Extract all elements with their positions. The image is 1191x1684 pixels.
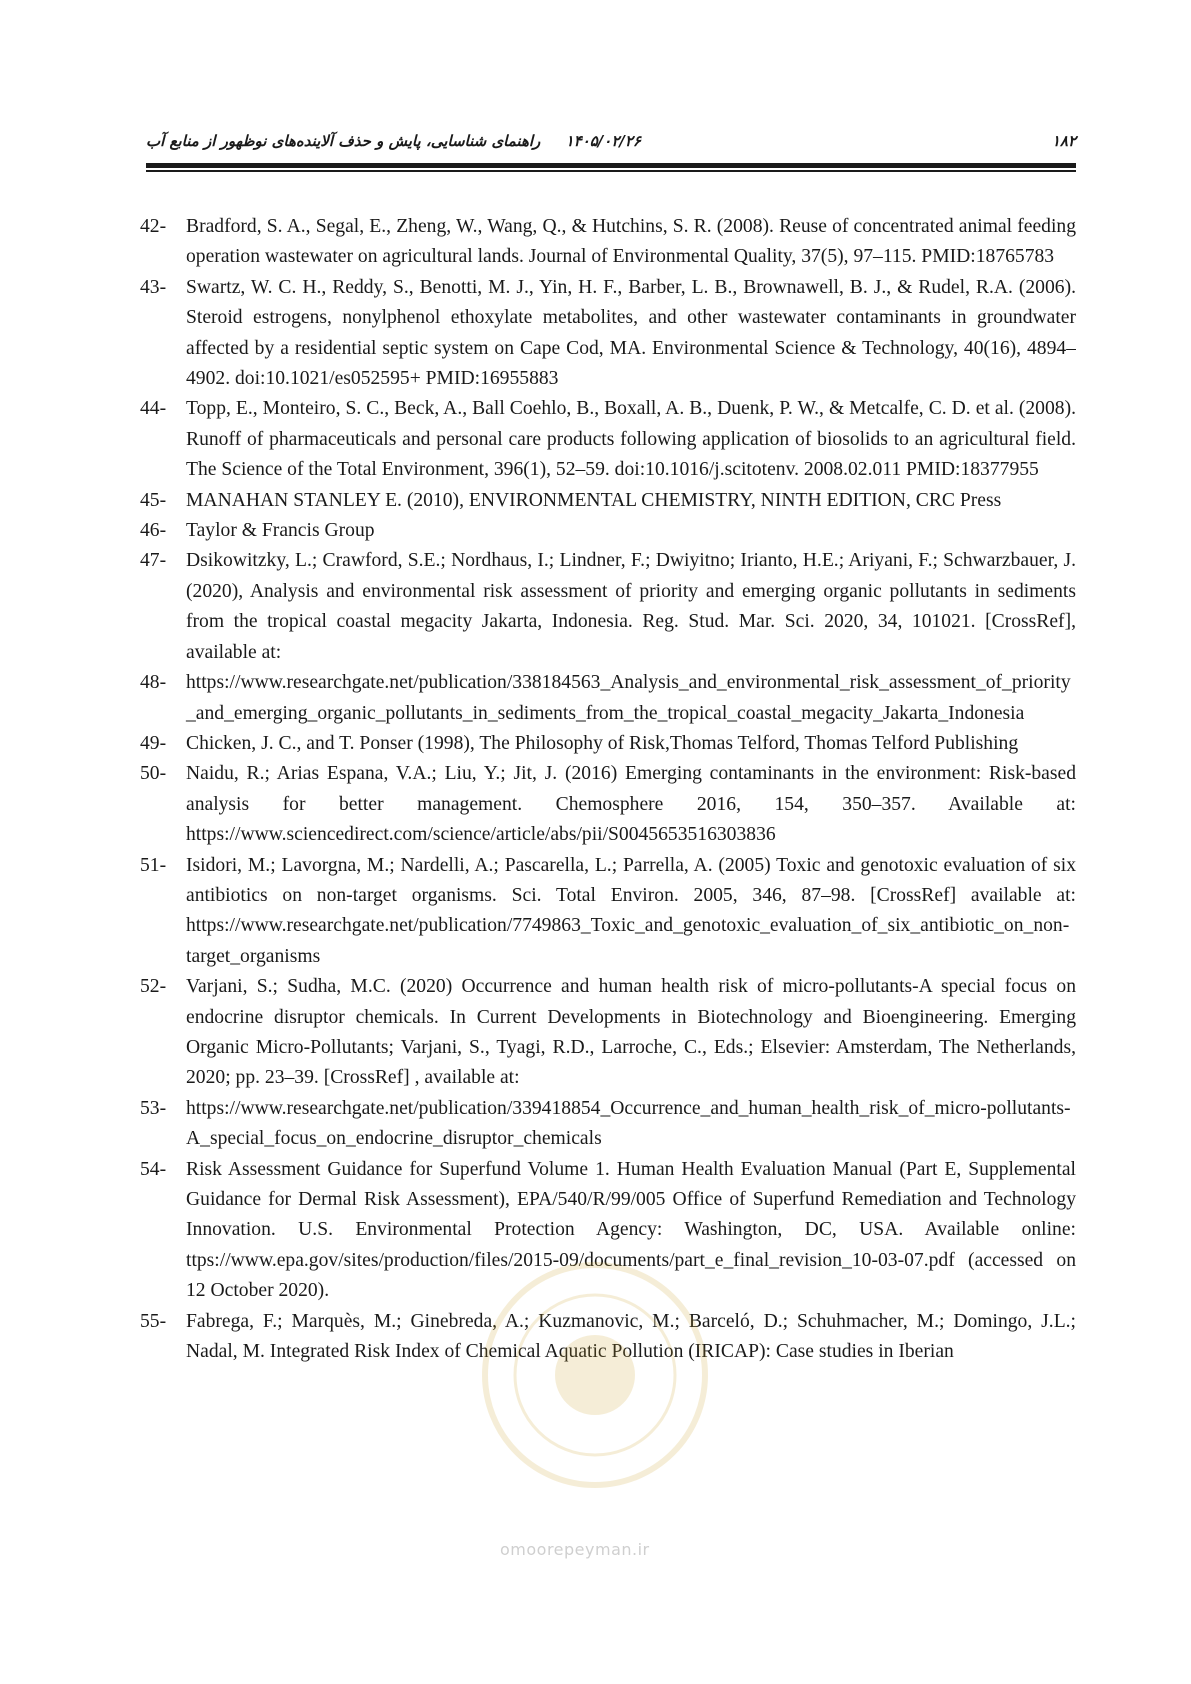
reference-item	[140, 1155, 1076, 1307]
reference-number: 51-	[140, 854, 167, 876]
reference-text: Isidori, M.; Lavorgna, M.; Nardelli, A.; Pascarella, L.; Parrella, A. (2005) Toxic and genotoxic evaluation of six antibiotics on non-target organisms. Sci. Total Environ. 2005, 346, 87–98. [CrossRef] available at: https://www.researchgate.net/publication/7749863_Toxic_and_genotoxic_evaluation_of_six_antibiotic_on_non-target_organisms	[186, 854, 1076, 967]
reference-item	[140, 759, 1076, 850]
reference-text: Bradford, S. A., Segal, E., Zheng, W., Wang, Q., & Hutchins, S. R. (2008). Reuse of concentrated animal feeding operation wastewater on agricultural lands. Journal of Environmental Quality, 37(5), 97–115. PMID:18765783	[186, 216, 1076, 268]
reference-number: 48-	[140, 672, 167, 694]
watermark-site-text: omoorepeyman.ir	[500, 1540, 650, 1559]
reference-list	[140, 212, 1076, 1582]
reference-item	[140, 1094, 1076, 1155]
reference-item	[140, 972, 1076, 1094]
reference-text: Topp, E., Monteiro, S. C., Beck, A., Ball Coehlo, B., Boxall, A. B., Duenk, P. W., & Metcalfe, C. D. et al. (2008). Runoff of pharmaceuticals and personal care products following application of biosolids to an agricultural field. The Science of the Total Environment, 396(1), 52–59. doi:10.1016/j.scitotenv. 2008.02.011 PMID:18377955	[186, 398, 1076, 481]
reference-number: 49-	[140, 732, 167, 754]
reference-text: https://www.researchgate.net/publication/339418854_Occurrence_and_human_health_risk_of_micro-pollutants-A_special_focus_on_endocrine_disruptor_chemicals	[186, 1097, 1071, 1150]
reference-number: 52-	[140, 976, 167, 998]
reference-number: 44-	[140, 398, 167, 420]
reference-item	[140, 212, 1076, 273]
reference-number: 45-	[140, 489, 167, 511]
reference-number: 55-	[140, 1310, 167, 1332]
reference-number: 42-	[140, 216, 167, 237]
reference-number: 43-	[140, 276, 167, 298]
reference-item	[140, 273, 1076, 395]
reference-number: 47-	[140, 550, 167, 572]
header-rule-thin	[146, 170, 1076, 172]
reference-number: 50-	[140, 763, 167, 785]
reference-text: Chicken, J. C., and T. Ponser (1998), The Philosophy of Risk,Thomas Telford, Thomas Telford Publishing	[186, 732, 1019, 754]
reference-text: Naidu, R.; Arias Espana, V.A.; Liu, Y.; Jit, J. (2016) Emerging contaminants in the environment: Risk-based analysis for better management. Chemosphere 2016, 154, 350–357. Available at: https://www.sciencedirect.com/science/article/abs/pii/S0045653516303836	[186, 763, 1076, 846]
header-rule-thick	[146, 163, 1076, 168]
reference-item	[140, 486, 1076, 516]
reference-item	[140, 729, 1076, 759]
page-number: ۱۸۲	[1051, 132, 1076, 150]
reference-number: 54-	[140, 1158, 167, 1180]
reference-item	[140, 668, 1076, 729]
reference-text: Taylor & Francis Group	[186, 520, 375, 542]
reference-text: Risk Assessment Guidance for Superfund Volume 1. Human Health Evaluation Manual (Part E, Supplemental Guidance for Dermal Risk Assessment), EPA/540/R/99/005 Office of Superfund Remediation and Technology Innovation. U.S. Environmental Protection Agency: Washington, DC, USA. Available online: ttps://www.epa.gov/sites/production/files/2015-09/documents/part_e_final_revision_10-03-07.pdf (accessed on 12 October 2020).	[186, 1158, 1076, 1302]
reference-number: 46-	[140, 520, 167, 542]
header-title: راهنمای شناسایی، پایش و حذف آلاینده‌های نوظهور از منابع آب	[146, 132, 541, 150]
reference-item	[140, 546, 1076, 668]
running-header	[146, 128, 1076, 156]
reference-text: Dsikowitzky, L.; Crawford, S.E.; Nordhaus, I.; Lindner, F.; Dwiyitno; Irianto, H.E.; Ariyani, F.; Schwarzbauer, J. (2020), Analysis and environmental risk assessment of priority and emerging organic pollutants in sediments from the tropical coastal megacity Jakarta, Indonesia. Reg. Stud. Mar. Sci. 2020, 34, 101021. [CrossRef], available at:	[186, 550, 1076, 663]
reference-text: MANAHAN STANLEY E. (2010), ENVIRONMENTAL CHEMISTRY, NINTH EDITION, CRC Press	[186, 489, 1002, 511]
reference-text: Swartz, W. C. H., Reddy, S., Benotti, M. J., Yin, H. F., Barber, L. B., Brownawell, B. J., & Rudel, R.A. (2006). Steroid estrogens, nonylphenol ethoxylate metabolites, and other wastewater contaminants in groundwater affected by a residential septic system on Cape Cod, MA. Environmental Science & Technology, 40(16), 4894–4902. doi:10.1021/es052595+ PMID:16955883	[186, 276, 1076, 390]
reference-item	[140, 851, 1076, 973]
reference-text: Varjani, S.; Sudha, M.C. (2020) Occurrence and human health risk of micro-pollutants-A special focus on endocrine disruptor chemicals. In Current Developments in Biotechnology and Bioengineering. Emerging Organic Micro-Pollutants; Varjani, S., Tyagi, R.D., Larroche, C., Eds.; Elsevier: Amsterdam, The Netherlands, 2020; pp. 23–39. [CrossRef] , available at:	[186, 976, 1076, 1089]
reference-text: https://www.researchgate.net/publication/338184563_Analysis_and_environmental_risk_assessment_of_priority_and_emerging_organic_pollutants_in_sediments_from_the_tropical_coastal_megacity_Jakarta_Indonesia	[186, 672, 1071, 724]
reference-text: Fabrega, F.; Marquès, M.; Ginebreda, A.; Kuzmanovic, M.; Barceló, D.; Schuhmacher, M.; Domingo, J.L.; Nadal, M. Integrated Risk Index of Chemical Aquatic Pollution (IRICAP): Case studies in Iberian	[186, 1310, 1076, 1363]
reference-item	[140, 1307, 1076, 1368]
reference-number: 53-	[140, 1097, 167, 1119]
reference-item	[140, 394, 1076, 485]
header-date: ۱۴۰۵/۰۲/۲۶	[565, 132, 641, 150]
reference-item	[140, 516, 1076, 546]
